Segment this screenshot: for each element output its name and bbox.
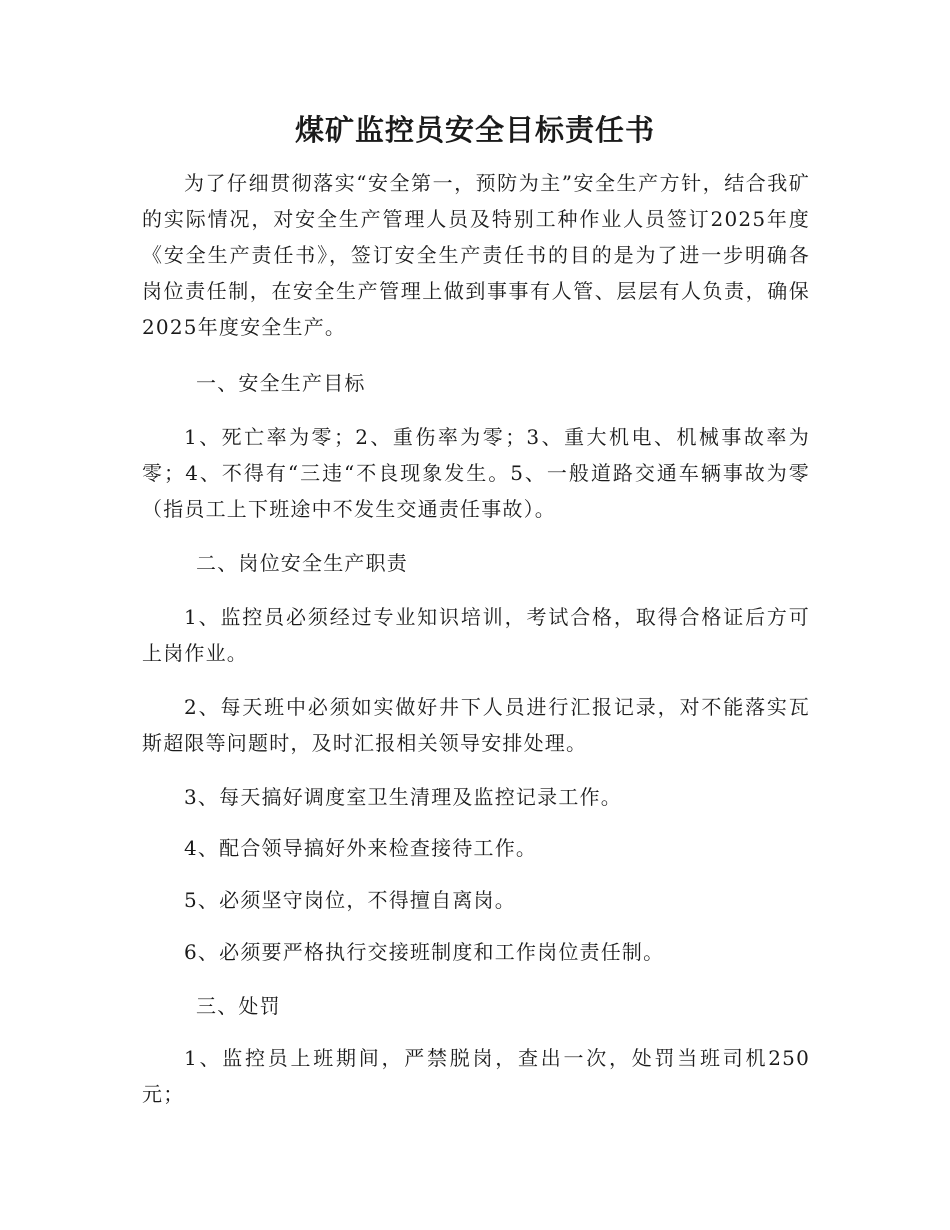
intro-paragraph: 为了仔细贯彻落实“安全第一，预防为主”安全生产方针，结合我矿的实际情况，对安全生产管理人员及特别工种作业人员签订2025年度《安全生产责任书》，签订安全生产责任书的目的是为了进一步明确各岗位责任制，在安全生产管理上做到事事有人管、层层有人负责，确保2025年度安全生产。 [142, 171, 810, 339]
duty-item: 2、每天班中必须如实做好井下人员进行汇报记录，对不能落实瓦斯超限等问题时，及时汇报相关领导安排处理。 [142, 695, 810, 755]
goals-paragraph: 1、死亡率为零；2、重伤率为零；3、重大机电、机械事故率为零；4、不得有“三违“不良现象发生。5、一般道路交通车辆事故为零（指员工上下班途中不发生交通责任事故）。 [142, 425, 810, 521]
section-heading-goals: 一、安全生产目标 [196, 371, 366, 395]
duty-item: 6、必须要严格执行交接班制度和工作岗位责任制。 [184, 940, 665, 964]
duty-item: 4、配合领导搞好外来检查接待工作。 [184, 836, 538, 860]
duty-item: 3、每天搞好调度室卫生清理及监控记录工作。 [184, 785, 622, 809]
document-title: 煤矿监控员安全目标责任书 [294, 113, 655, 147]
section-heading-duties: 二、岗位安全生产职责 [196, 551, 408, 575]
duty-item: 1、监控员必须经过专业知识培训，考试合格，取得合格证后方可上岗作业。 [142, 605, 810, 665]
duty-item: 5、必须坚守岗位，不得擅自离岗。 [184, 888, 516, 912]
section-heading-penalty: 三、处罚 [196, 994, 281, 1018]
penalty-item: 1、监控员上班期间，严禁脱岗，查出一次，处罚当班司机250元； [142, 1046, 810, 1106]
